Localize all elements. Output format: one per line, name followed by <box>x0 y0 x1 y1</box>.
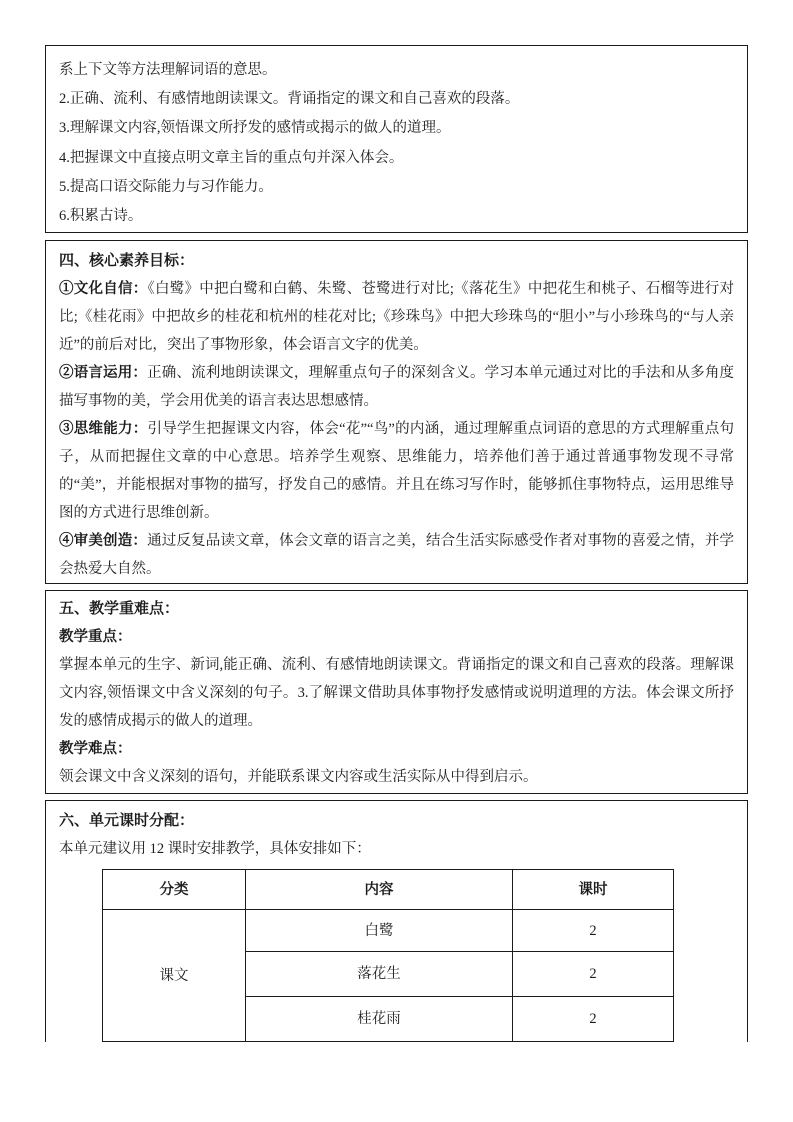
paragraph-label: ④审美创造： <box>59 533 148 549</box>
cell-hours: 2 <box>513 952 674 997</box>
paragraph-label: ①文化自信： <box>59 281 148 297</box>
paragraph-aesthetic-creation <box>59 527 734 583</box>
table-row <box>103 910 674 952</box>
cell-hours: 2 <box>513 910 674 952</box>
paragraph-language-use <box>59 359 734 415</box>
section-unit-goals-continued <box>45 45 748 233</box>
header-hours: 课时 <box>513 870 674 910</box>
section-heading: 五、教学重难点： <box>59 601 180 617</box>
table-header-row <box>103 870 674 910</box>
cell-category: 课文 <box>103 910 246 1042</box>
section-class-hours <box>45 800 748 1042</box>
paragraph-text: 通过反复品读文章，体会文章的语言之美，结合生活实际感受作者对事物的喜爱之情，并学会热爱大自然。 <box>59 533 735 577</box>
cell-content: 白鹭 <box>246 910 513 952</box>
text-line: 2.正确、流利、有感情地朗读课文。背诵指定的课文和自己喜欢的段落。 <box>59 91 520 108</box>
class-hours-intro: 本单元建议用 12 课时安排教学，具体安排如下： <box>59 841 371 857</box>
text-line: 4.把握课文中直接点明文章主旨的重点句并深入体会。 <box>59 149 404 166</box>
paragraph-label: ②语言运用： <box>59 365 148 381</box>
text-line: 6.积累古诗。 <box>59 208 143 225</box>
cell-content: 桂花雨 <box>246 997 513 1042</box>
paragraph-cultural-confidence <box>59 275 734 359</box>
paragraph-label: ③思维能力： <box>59 421 148 437</box>
key-points-text: 掌握本单元的生字、新词,能正确、流利、有感情地朗读课文。背诵指定的课文和自己喜欢的段落。理解课文内容,领悟课文中含义深刻的句子。3.了解课文借助具体事物抒发感情或说明道理的方法。体会课文所抒发的感情成揭示的做人的道理。 <box>59 657 734 729</box>
section-heading: 六、单元课时分配： <box>59 813 195 829</box>
cell-content: 落花生 <box>246 952 513 997</box>
class-hours-table <box>102 869 674 1042</box>
paragraph-thinking-ability <box>59 415 734 527</box>
text-line: 系上下文等方法理解词语的意思。 <box>59 62 277 78</box>
paragraph-text: 引导学生把握课文内容，体会“花”“鸟”的内涵，通过理解重点词语的意思的方式理解重点句子，从而把握住文章的中心意思。培养学生观察、思维能力，培养他们善于通过普通事物发现不寻常的“美”，并能根据对事物的描写，抒发自己的感情。并且在练习写作时，能够抓住事物特点，运用思维导图的方式进行思维创新。 <box>59 421 734 521</box>
header-content: 内容 <box>246 870 513 910</box>
paragraph-text: 《白鹭》中把白鹭和白鹤、朱鹭、苍鹭进行对比;《落花生》中把花生和桃子、石榴等进行对比;《桂花雨》中把故乡的桂花和杭州的桂花对比;《珍珠鸟》中把大珍珠鸟的“胆小”与小珍珠鸟的“与人亲近”的前后对比，突出了事物形象，体会语言文字的优美。 <box>59 281 734 353</box>
text-line: 5.提高口语交际能力与习作能力。 <box>59 178 273 195</box>
section-teaching-points <box>45 590 748 794</box>
key-points-label: 教学重点： <box>59 629 132 645</box>
paragraph-text: 正确、流利地朗读课文，理解重点句子的深刻含义。学习本单元通过对比的手法和从多角度描写事物的美，学会用优美的语言表达思想感情。 <box>59 365 735 409</box>
cell-hours: 2 <box>513 997 674 1042</box>
difficult-points-text: 领会课文中含义深刻的语句，并能联系课文内容或生活实际从中得到启示。 <box>59 769 538 785</box>
header-category: 分类 <box>103 870 246 910</box>
section-heading: 四、核心素养目标： <box>59 253 195 269</box>
text-line: 3.理解课文内容,领悟课文所抒发的感情或揭示的做人的道理。 <box>59 120 451 137</box>
difficult-points-label: 教学难点： <box>59 741 132 757</box>
section-core-literacy-goals <box>45 240 748 584</box>
